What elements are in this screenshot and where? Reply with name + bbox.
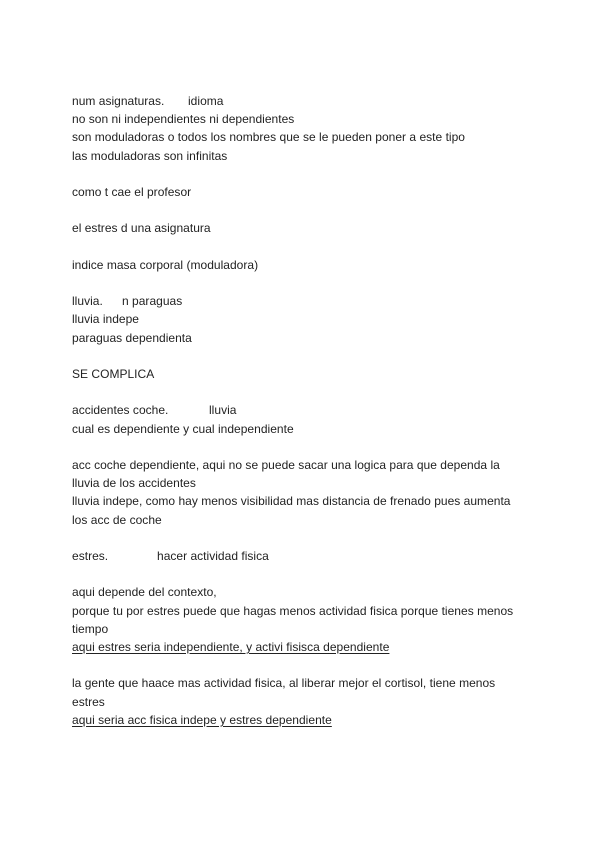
note-line: estres	[72, 694, 105, 709]
note-line: lluvia de los accidentes	[72, 476, 196, 491]
note-line: no son ni independientes ni dependientes	[72, 112, 295, 127]
note-text: estres.	[72, 548, 109, 563]
section-heading: SE COMPLICA	[72, 366, 155, 381]
note-line	[72, 401, 542, 419]
blank-line	[72, 529, 542, 547]
note-line: tiempo	[72, 621, 109, 636]
note-text: lluvia	[209, 403, 237, 418]
note-text: lluvia.	[72, 294, 103, 309]
note-line: indice masa corporal (moduladora)	[72, 257, 259, 272]
note-text: idioma	[188, 94, 224, 108]
note-line: como t cae el profesor	[72, 185, 192, 199]
note-text: num asignaturas.	[72, 94, 165, 108]
note-line: son moduladoras o todos los nombres que se le pueden poner a este tipo	[72, 130, 465, 145]
blank-line	[72, 347, 542, 365]
blank-line	[72, 383, 542, 401]
blank-line	[72, 201, 542, 219]
note-line: las moduladoras son infinitas	[72, 148, 228, 163]
note-line: porque tu por estres puede que hagas menos actividad fisica porque tienes menos	[72, 603, 514, 618]
note-body	[72, 92, 542, 729]
blank-line	[72, 165, 542, 183]
note-line: aqui depende del contexto,	[72, 585, 217, 600]
note-line	[72, 292, 542, 310]
note-text: n paraguas	[122, 294, 183, 309]
note-line: acc coche dependiente, aqui no se puede sacar una logica para que dependa la	[72, 457, 500, 472]
blank-line	[72, 274, 542, 292]
note-text: accidentes coche.	[72, 403, 169, 418]
note-line: cual es dependiente y cual independiente	[72, 421, 294, 436]
underlined-conclusion: aqui seria acc fisica indepe y estres dependiente	[72, 712, 332, 727]
note-line: los acc de coche	[72, 512, 162, 527]
blank-line	[72, 438, 542, 456]
note-line: paraguas dependienta	[72, 330, 192, 345]
blank-line	[72, 238, 542, 256]
blank-line	[72, 656, 542, 674]
note-line: el estres d una asignatura	[72, 221, 211, 236]
note-line	[72, 547, 542, 565]
note-line: la gente que haace mas actividad fisica, al liberar mejor el cortisol, tiene menos	[72, 676, 496, 691]
underlined-conclusion: aqui estres seria independiente, y activi fisisca dependiente	[72, 639, 390, 654]
blank-line	[72, 565, 542, 583]
note-line	[72, 92, 542, 110]
note-line: lluvia indepe	[72, 312, 139, 327]
note-text: hacer actividad fisica	[157, 548, 269, 563]
note-line: lluvia indepe, como hay menos visibilidad mas distancia de frenado pues aumenta	[72, 494, 511, 509]
